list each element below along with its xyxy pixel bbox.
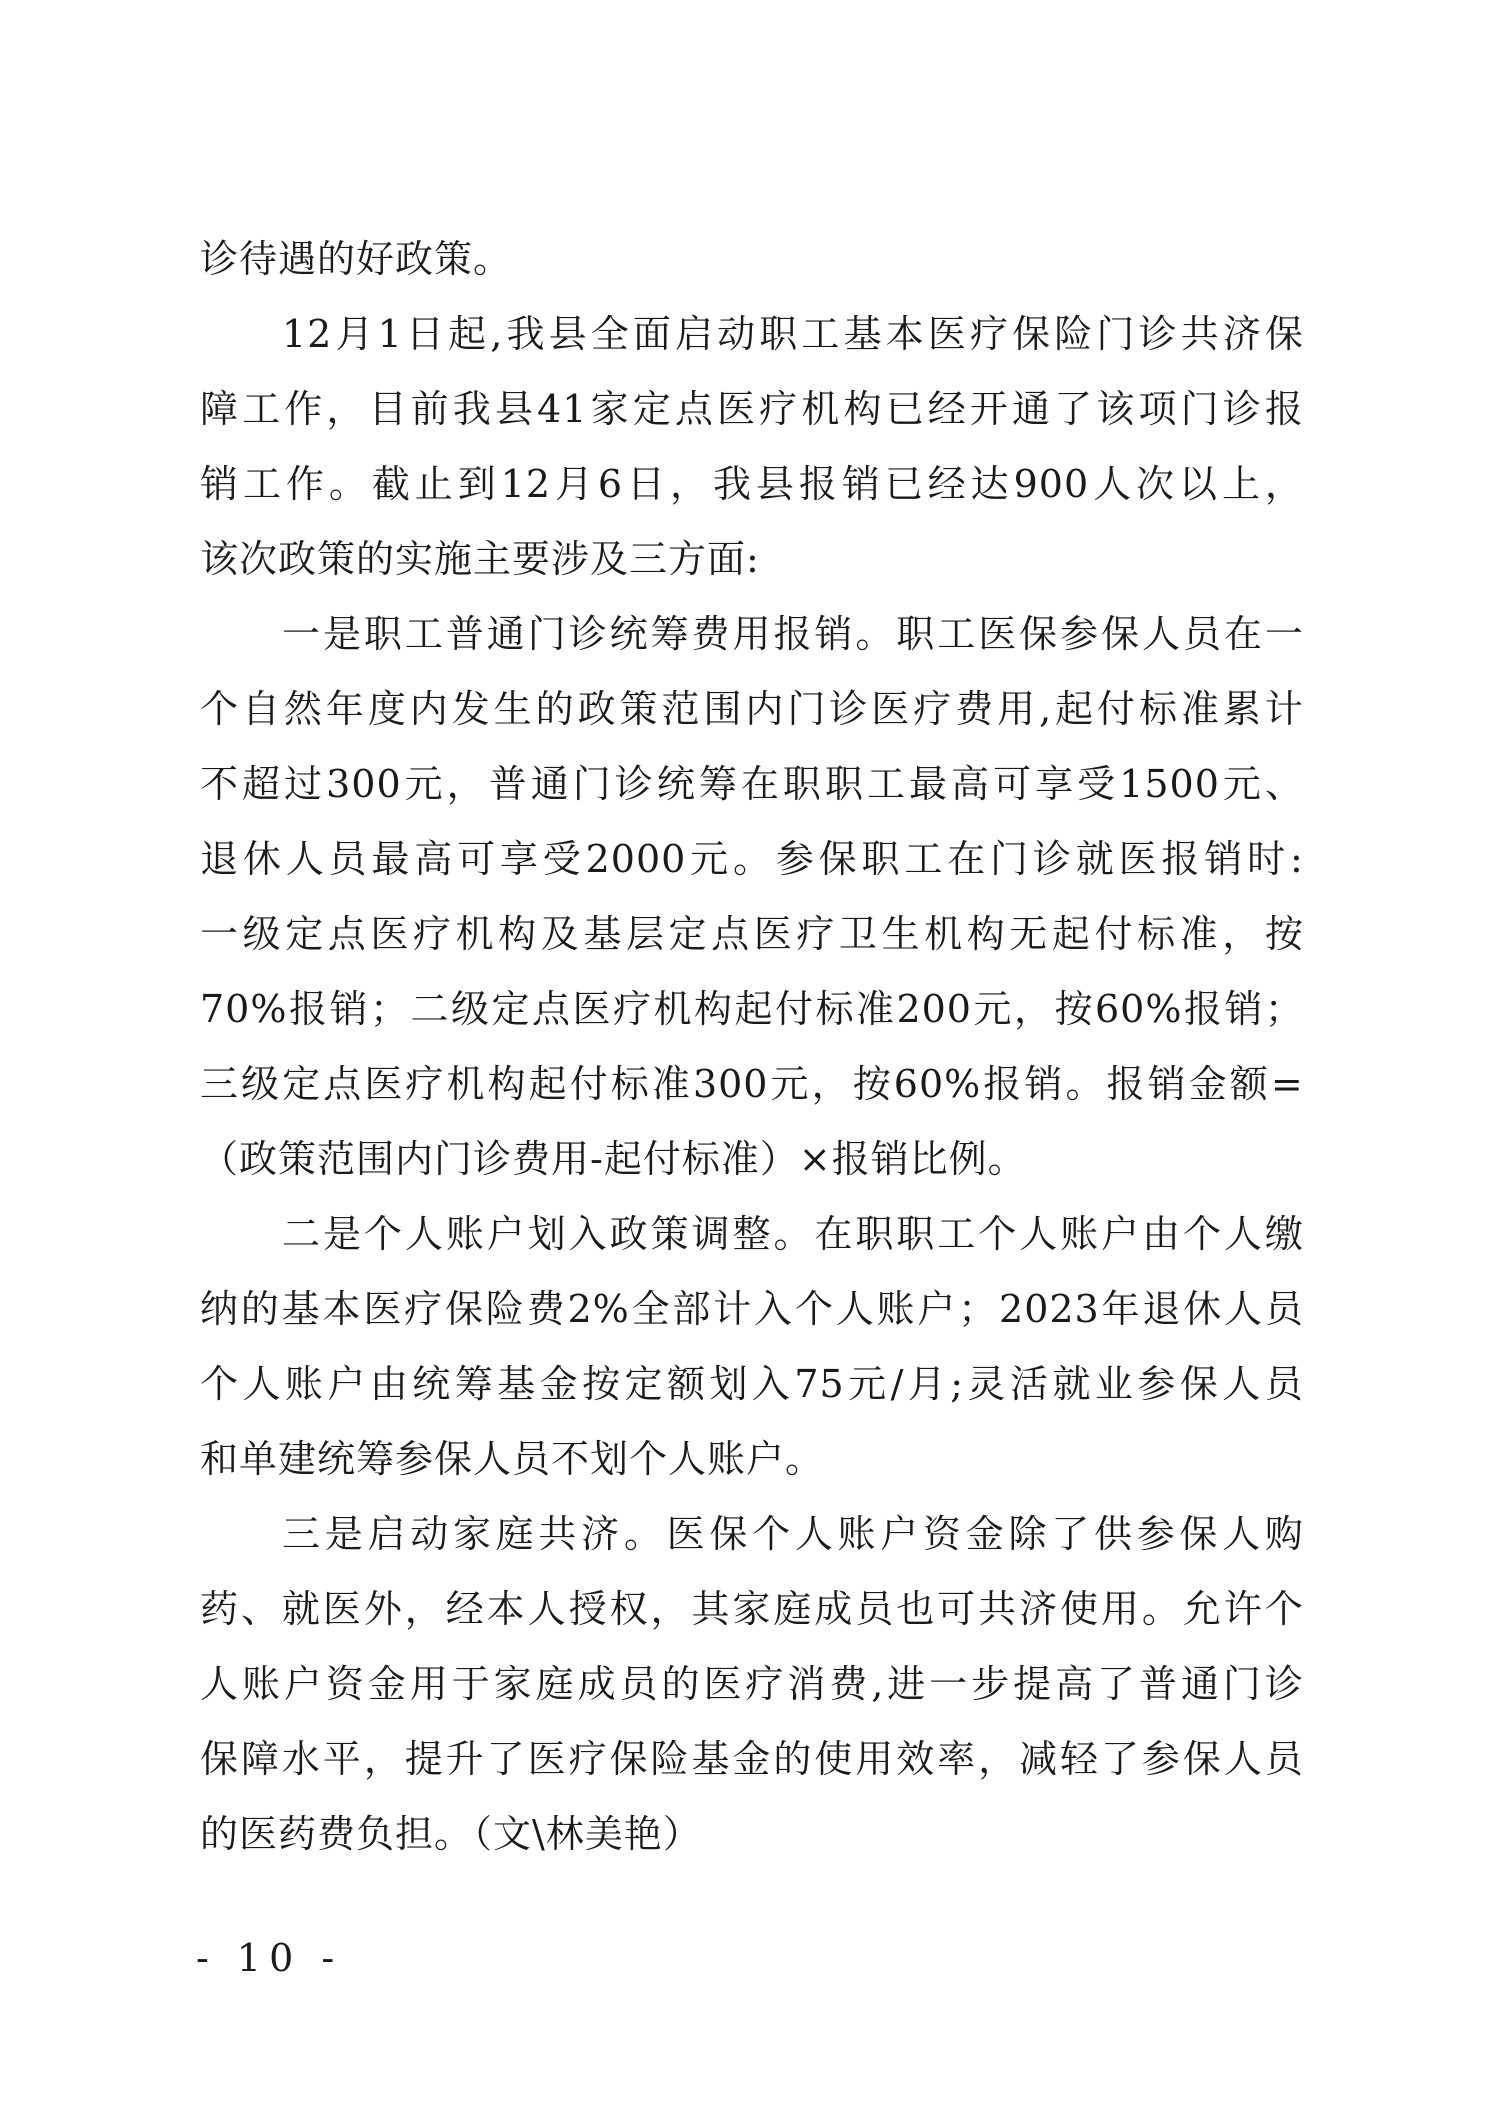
text-line: 三 级 定 点 医 疗 机 构 起 付 标 准 300 元 ， 按 60% 报 销 。 报 销 金 额 =: [200, 1062, 1304, 1106]
text-line: 70% 报 销 ； 二 级 定 点 医 疗 机 构 起 付 标 准 200 元 ， 按 60% 报 销 ；: [200, 987, 1304, 1031]
text-line: 诊待遇的好政策。: [200, 237, 513, 281]
text-line: 二 是 个 人 账 户 划 入 政 策 调 整 。 在 职 职 工 个 人 账 户 由 个 人 缴: [282, 1212, 1304, 1256]
text-line: 一 级 定 点 医 疗 机 构 及 基 层 定 点 医 疗 卫 生 机 构 无 起 付 标 准 ， 按: [200, 912, 1304, 956]
text-line: 该次政策的实施主要涉及三方面:: [200, 537, 760, 581]
text-line: 12 月 1 日 起 , 我 县 全 面 启 动 职 工 基 本 医 疗 保 险 门 诊 共 济 保: [282, 312, 1304, 356]
text-line: 纳 的 基 本 医 疗 保 险 费 2% 全 部 计 入 个 人 账 户 ； 2023 年 退 休 人 员: [200, 1287, 1304, 1331]
text-line: （政策范围内门诊费用-起付标准）×报销比例。: [200, 1137, 1027, 1181]
text-line: 障 工 作 ， 目 前 我 县 41 家 定 点 医 疗 机 构 已 经 开 通 了 该 项 门 诊 报: [200, 387, 1304, 431]
text-line: 保 障 水 平 ， 提 升 了 医 疗 保 险 基 金 的 使 用 效 率 ， 减 轻 了 参 保 人 员: [200, 1737, 1304, 1781]
text-line: 药 、 就 医 外 ， 经 本 人 授 权 ， 其 家 庭 成 员 也 可 共 济 使 用 。 允 许 个: [200, 1587, 1304, 1631]
text-line: 退 休 人 员 最 高 可 享 受 2000 元 。 参 保 职 工 在 门 诊 就 医 报 销 时 :: [200, 837, 1304, 881]
text-line: 三 是 启 动 家 庭 共 济 。 医 保 个 人 账 户 资 金 除 了 供 参 保 人 购: [282, 1512, 1304, 1556]
text-line: 个 人 账 户 由 统 筹 基 金 按 定 额 划 入 75 元 / 月 ; 灵 活 就 业 参 保 人 员: [200, 1362, 1304, 1406]
text-line: 不 超 过 300 元 ， 普 通 门 诊 统 筹 在 职 职 工 最 高 可 享 受 1500 元 、: [200, 762, 1304, 806]
page-number: - 10 -: [196, 1936, 343, 1980]
text-line: 人 账 户 资 金 用 于 家 庭 成 员 的 医 疗 消 费 , 进 一 步 提 高 了 普 通 门 诊: [200, 1662, 1304, 1706]
text-line: 销 工 作 。 截 止 到 12 月 6 日 ， 我 县 报 销 已 经 达 900 人 次 以 上 ，: [200, 462, 1304, 506]
text-line: 的医药费负担。（文\林美艳）: [200, 1812, 702, 1856]
article-body: [200, 222, 1304, 1872]
text-line: 个 自 然 年 度 内 发 生 的 政 策 范 围 内 门 诊 医 疗 费 用 , 起 付 标 准 累 计: [200, 687, 1304, 731]
text-line: 和单建统筹参保人员不划个人账户。: [200, 1437, 825, 1481]
text-line: 一 是 职 工 普 通 门 诊 统 筹 费 用 报 销 。 职 工 医 保 参 保 人 员 在 一: [282, 612, 1304, 656]
